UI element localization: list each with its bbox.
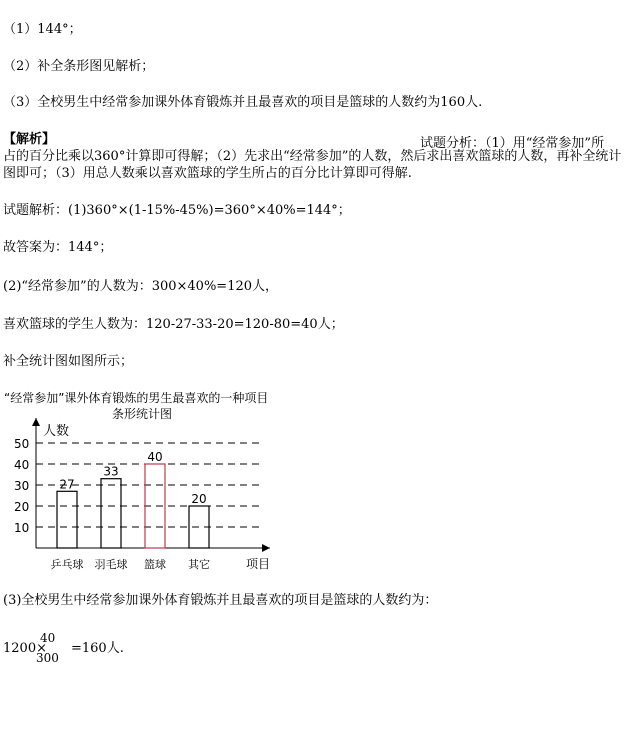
data-label: 33 bbox=[103, 464, 119, 479]
fraction-denominator: 300 bbox=[36, 651, 59, 665]
solution-line-6: (3)全校男生中经常参加课外体育锻炼并且最喜欢的项目是篮球的人数约为： bbox=[3, 593, 438, 608]
fraction-prefix: 1200× bbox=[3, 641, 47, 656]
analysis-heading: 【解析】 bbox=[3, 132, 56, 147]
analysis-text-start: 试题分析：（1）用“经常参加”所 bbox=[420, 136, 605, 151]
data-label: 40 bbox=[147, 450, 163, 464]
analysis-text-continuation: 占的百分比乘以360°计算即可得解；（2）先求出“经常参加”的人数，然后求出喜欢篮球的人数，再补全统计图即可；（3）用总人数乘以喜欢篮球的学生所占的百分比计算即可得解. bbox=[3, 149, 622, 181]
solution-line-4: 喜欢篮球的学生人数为：120-27-33-20=120-80=40人； bbox=[3, 317, 344, 332]
y-tick-label: 50 bbox=[14, 437, 30, 451]
y-axis-arrow bbox=[32, 418, 40, 426]
bar bbox=[101, 479, 121, 548]
solution-line-3: (2)“经常参加”的人数为：300×40%=120人， bbox=[3, 279, 279, 294]
y-tick-label: 40 bbox=[14, 458, 30, 472]
answer-1: （1）144°； bbox=[3, 22, 82, 37]
x-tick-label: 羽毛球 bbox=[94, 558, 128, 571]
y-tick-label: 20 bbox=[14, 500, 30, 514]
x-axis-arrow bbox=[262, 544, 270, 552]
answer-3: （3）全校男生中经常参加课外体育锻炼并且最喜欢的项目是篮球的人数约为160人. bbox=[3, 95, 483, 110]
data-label: 27 bbox=[59, 477, 75, 492]
fraction-numerator: 40 bbox=[40, 631, 56, 645]
bar-chart bbox=[0, 386, 330, 576]
data-label: 20 bbox=[191, 492, 207, 506]
solution-line-2: 故答案为：144°； bbox=[3, 240, 113, 255]
analysis-heading-row bbox=[3, 132, 55, 148]
x-tick-label: 其它 bbox=[188, 558, 210, 571]
chart-y-axis-label: 人数 bbox=[43, 424, 70, 439]
bar bbox=[57, 491, 77, 548]
x-tick-label: 乒乓球 bbox=[50, 558, 84, 571]
fraction-expression bbox=[3, 641, 124, 657]
solution-line-5: 补全统计图如图所示； bbox=[3, 354, 134, 369]
chart-x-axis-label: 项目 bbox=[246, 557, 271, 571]
chart-title: “经常参加”课外体育锻炼的男生最喜欢的一种项目 bbox=[4, 391, 269, 405]
solution-line-1: 试题解析：(1)360°×(1-15%-45%)=360°×40%=144°； bbox=[3, 203, 351, 218]
y-tick-label: 10 bbox=[14, 521, 30, 535]
answer-2: （2）补全条形图见解析； bbox=[3, 59, 155, 74]
y-tick-label: 30 bbox=[14, 479, 30, 493]
fraction-suffix: =160人. bbox=[70, 641, 124, 656]
chart-subtitle: 条形统计图 bbox=[112, 407, 173, 421]
x-tick-label: 篮球 bbox=[144, 558, 166, 571]
